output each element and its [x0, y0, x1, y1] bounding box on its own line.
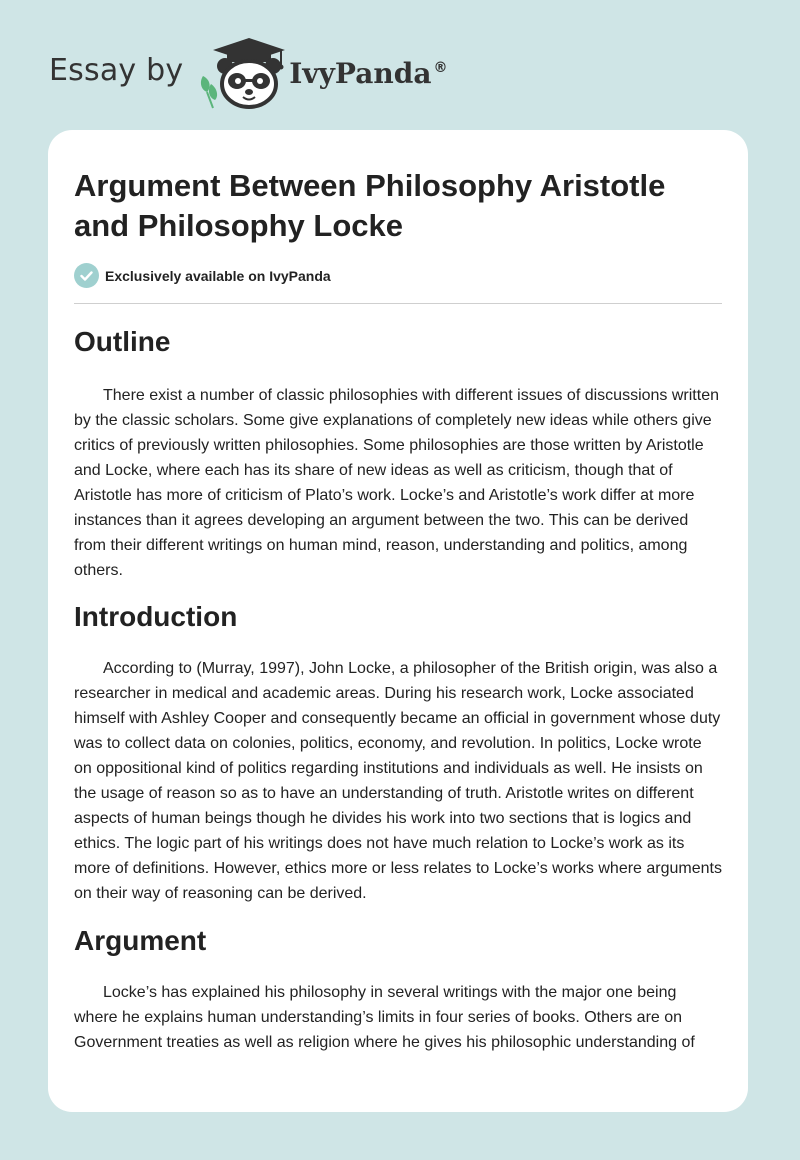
brand-name[interactable] — [289, 57, 447, 90]
section-outline — [74, 322, 722, 583]
brand-name-text: IvyPanda — [289, 56, 432, 90]
exclusive-badge-text: Exclusively available on IvyPanda — [105, 267, 331, 284]
divider — [74, 303, 722, 304]
essay-by-label: Essay by — [49, 52, 184, 88]
section-heading: Introduction — [74, 601, 238, 632]
section-heading: Argument — [74, 925, 207, 956]
section-heading: Outline — [74, 326, 171, 357]
panda-graduation-cap-icon[interactable] — [197, 36, 289, 110]
registered-mark: ® — [433, 60, 448, 77]
article-body — [74, 130, 722, 1112]
check-icon — [74, 263, 99, 288]
exclusive-badge — [74, 263, 331, 288]
article-title: Argument Between Philosophy Aristotle and Philosophy Locke — [74, 168, 666, 243]
section-paragraph: Locke’s has explained his philosophy in several writings with the major one being where he explains human understanding’s limits in four series of books. Others are on Government treaties as well as religion where he gives his philosophic understanding of — [74, 984, 695, 1051]
section-paragraph: There exist a number of classic philosophies with different issues of discussions written by the classic scholars. Some give explanations of completely new ideas while others give critics of previously written philosophies. Some philosophies are those written by Aristotle and Locke, where each has its share of new ideas as well as criticism, though that of Aristotle has more of criticism of Plato’s work. Locke’s and Aristotle’s work differ at more instances than it agrees developing an argument between the two. This can be derived from their different writings on human mind, reason, understanding and politics, among others. — [74, 387, 719, 579]
article-content — [74, 322, 722, 1055]
article-card — [48, 130, 748, 1112]
site-header — [49, 36, 447, 110]
section-introduction — [74, 597, 722, 906]
section-paragraph: According to (Murray, 1997), John Locke, a philosopher of the British origin, was also a researcher in medical and academic areas. During his research work, Locke associated himself with Ashley Cooper and consequently became an official in government whose duty was to collect data on colonies, politics, economy, and revolution. In politics, Locke wrote on oppositional kind of politics regarding institutions and individuals as well. He insists on the usage of reason so as to have an understanding of truth. Aristotle writes on different aspects of human beings though he divides his work into two sections that is logics and ethics. The logic part of his writings does not have much relation to Locke’s work as its more of definitions. However, ethics more or less relates to Locke’s works where arguments on their way of reasoning can be derived. — [74, 660, 722, 902]
section-argument — [74, 921, 722, 1055]
